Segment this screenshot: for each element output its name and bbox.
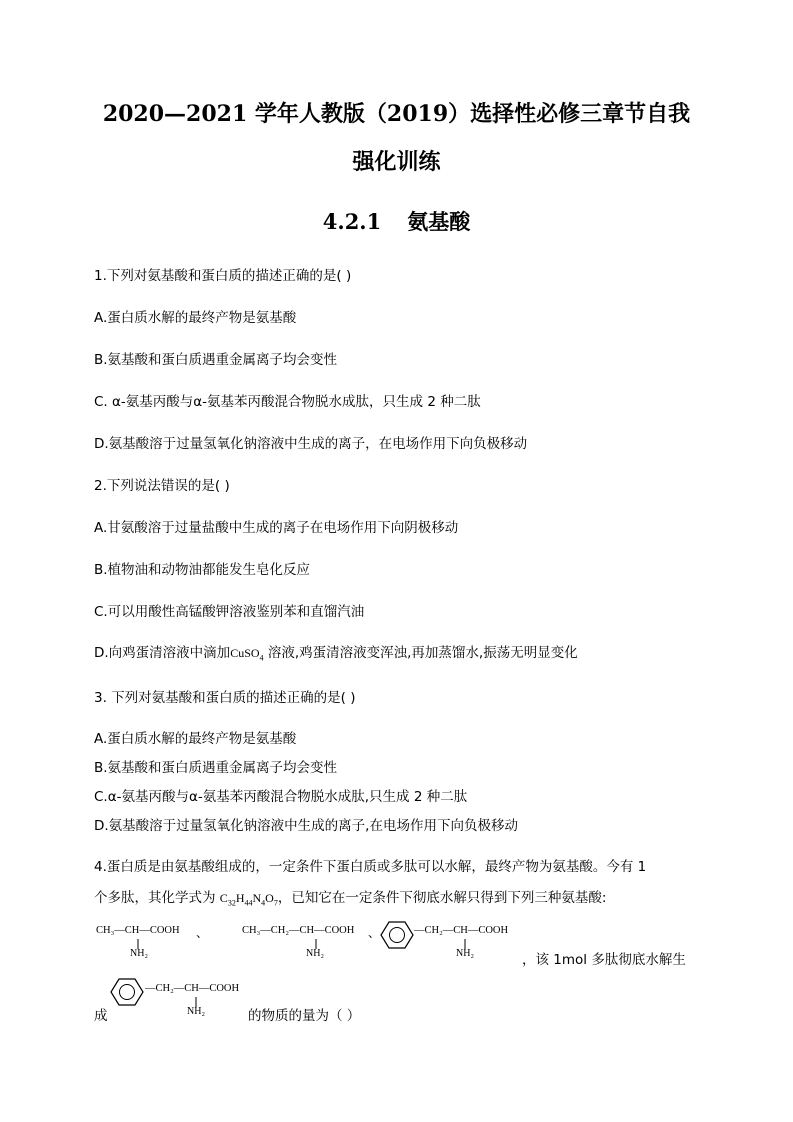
q2d-text-after: 溶液,鸡蛋清溶液变浑浊,再加蒸馏水,振荡无明显变化 [263,645,578,661]
structure-3-main: —CH₂—CH—COOH [414,925,509,936]
question-3-option-c: C.α-氨基丙酸与α-氨基苯丙酸混合物脱水成肽,只生成 2 种二肽 [94,789,468,805]
question-1-option-b: B.氨基酸和蛋白质遇重金属离子均会变性 [94,352,338,368]
q2d-text-before: D.向鸡蛋清溶液中滴加 [94,645,231,661]
question-3-option-d: D.氨基酸溶于过量氢氧化钠溶液中生成的离子,在电场作用下向负极移动 [94,818,518,834]
question-2-option-b: B.植物油和动物油都能发生皂化反应 [94,562,311,578]
structure-3-nh2: NH₂ [456,948,474,959]
question-3-option-b: B.氨基酸和蛋白质遇重金属离子均会变性 [94,760,338,776]
benzene-ring-icon [110,977,144,1007]
structure-aminobutanoic-acid [242,925,355,959]
question-2-stem: 2.下列说法错误的是( ) [94,478,230,494]
question-1-option-c: C. α-氨基丙酸与α-氨基苯丙酸混合物脱水成肽，只生成 2 种二肽 [94,394,481,410]
section-heading [0,206,793,236]
structure-2-main: CH₃—CH₂—CH—COOH [242,925,355,936]
document-title-line2: 强化训练 [352,149,441,175]
question-4-line2: 个多肽，其化学式为 $C_{32}H_{44}N_4O_7$，已知它在一定条件下彻底水解只得到下列三种氨基酸: [94,890,607,908]
structure-alanine-main: CH₃—CH—COOH [96,925,180,936]
structure-2-nh2: NH₂ [306,948,324,959]
structure-4-main: —CH₂—CH—COOH [145,983,240,994]
structure-4-nh2: NH₂ [187,1006,205,1017]
peptide-formula: $C_{32}H_{44}N_4O_7$ [219,891,278,908]
structure-phenylalanine [414,925,509,959]
question-4-line4: 的物质的量为（ ） [248,1008,361,1024]
question-3-option-a: A.蛋白质水解的最终产物是氨基酸 [94,731,297,747]
separator-comma-1: 、 [196,926,209,940]
question-4-line4-prefix: 成 [94,1008,108,1024]
document-title-line1: 2020—2021 学年人教版（2019）选择性必修三章节自我 [102,101,691,127]
q2d-formula: CuSO$_4$ [230,646,264,663]
question-2-option-a: A.甘氨酸溶于过量盐酸中生成的离子在电场作用下向阴极移动 [94,520,459,536]
separator-comma-2: 、 [368,926,381,940]
question-4-line3: ，该 1mol 多肽彻底水解生 [522,952,686,968]
question-1-option-d: D.氨基酸溶于过量氢氧化钠溶液中生成的离子，在电场作用下向负极移动 [94,436,528,452]
section-number: 4.2.1 [322,209,382,234]
question-1-option-a: A.蛋白质水解的最终产物是氨基酸 [94,310,297,326]
question-2-option-c: C.可以用酸性高锰酸钾溶液鉴别苯和直馏汽油 [94,604,365,620]
question-1-stem: 1.下列对氨基酸和蛋白质的描述正确的是( ) [94,268,352,284]
section-title: 氨基酸 [407,209,471,234]
question-2-option-d [94,641,578,662]
structure-alanine-nh2: NH₂ [130,948,148,959]
question-3-stem: 3. 下列对氨基酸和蛋白质的描述正确的是( ) [94,690,356,706]
structure-alanine [96,925,180,959]
question-4-line1: 4.蛋白质是由氨基酸组成的，一定条件下蛋白质或多肽可以水解，最终产物为氨基酸。今有 1 [94,859,647,875]
benzene-ring-icon [380,920,414,950]
structure-phenylalanine-product [145,983,240,1017]
